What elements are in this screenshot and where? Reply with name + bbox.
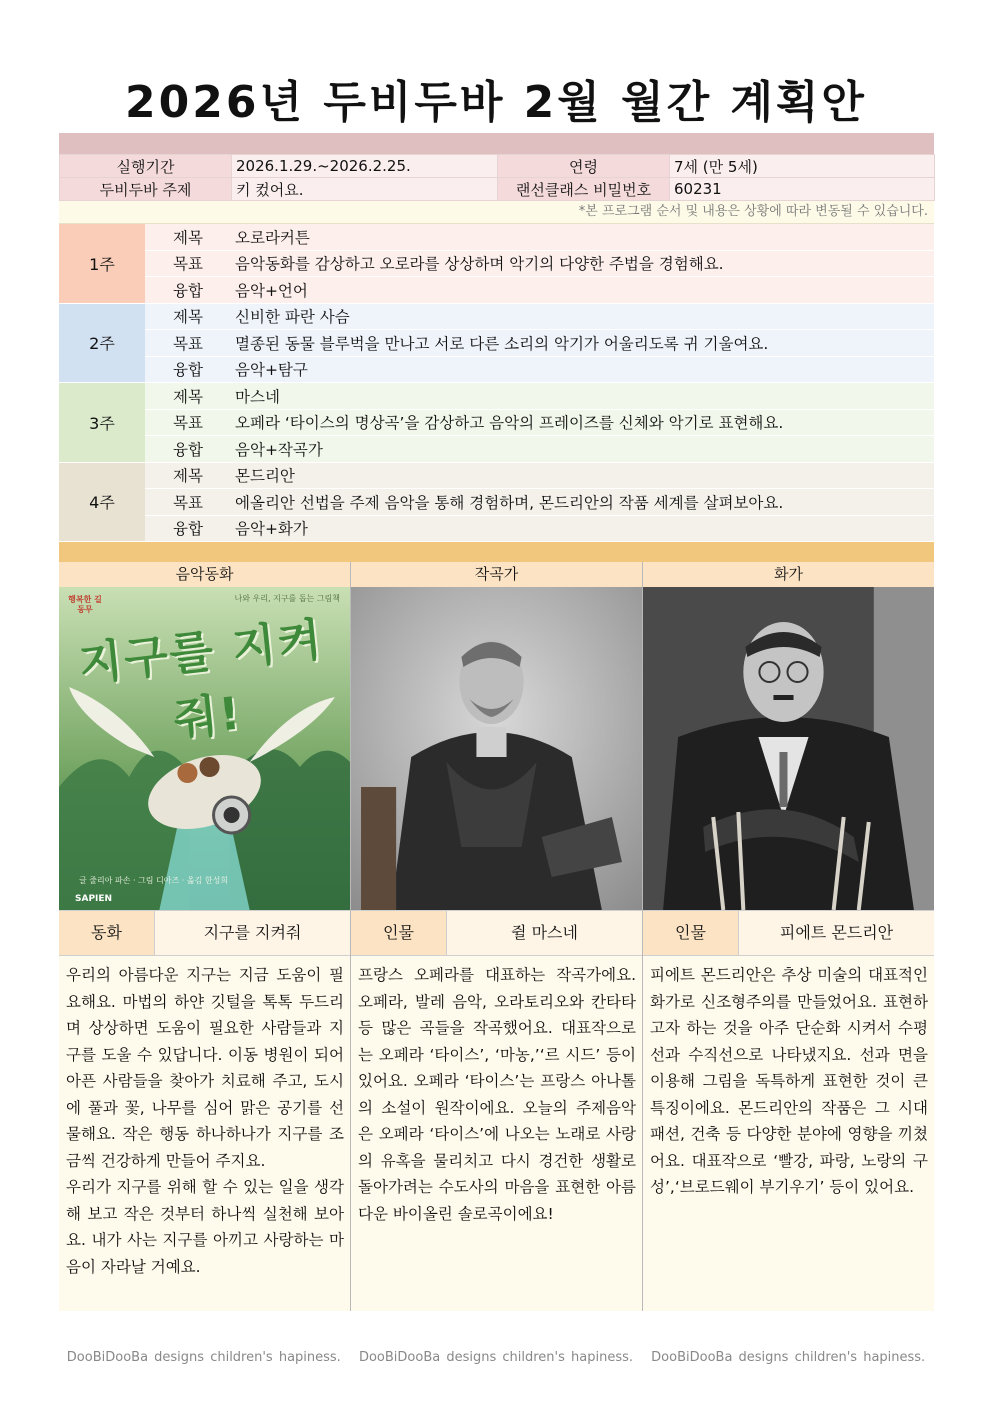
title-label: 제목 [145,303,231,330]
title-label: 제목 [145,462,231,489]
book-subtitle: 나와 우리, 지구를 돕는 그림책 [234,594,340,603]
header-bar [59,133,934,154]
week-1 [59,224,934,303]
week-goal: 오페라 ‘타이스의 명상곡’을 감상하고 음악의 프레이즈를 신체와 악기로 표현해요. [231,409,934,436]
week-title: 신비한 파란 사슴 [231,303,934,330]
fusion-label: 융합 [145,515,231,542]
goal-label: 목표 [145,489,231,516]
meta-label: 인물 [643,911,739,955]
composer-name: 쥘 마스네 [511,923,578,942]
week-goal: 에올리안 선법을 주제 음악을 통해 경험하며, 몬드리안의 작품 세계를 살펴보아요. [231,489,934,516]
week-label: 2주 [59,303,145,383]
story-column [59,562,350,1311]
book-name: 지구를 지켜줘 [203,923,302,942]
week-fusion: 음악+언어 [231,277,934,304]
description-paragraph: 우리가 지구를 위해 할 수 있는 일을 생각해 보고 작은 것부터 하나씩 실천해 보아요. 내가 사는 지구를 아끼고 사랑하는 마음이 자라날 거예요. [66,1178,344,1276]
week-fusion: 음악+작곡가 [231,436,934,463]
age-value: 7세 (만 5세) [670,155,935,178]
composer-meta [351,910,642,956]
column-header: 음악동화 [59,562,350,587]
footer-slogan: DooBiDooBa designs children's hapiness. [651,1350,926,1365]
password-label: 랜선클래스 비밀번호 [498,178,670,201]
description-paragraph: 피에트 몬드리안은 추상 미술의 대표적인 화가로 신조형주의를 만들었어요. 표현하고자 하는 것을 아주 단순화 시켜서 수평선과 수직선으로 나타냈지요. 선과 면을 이용해 그림을 독특하게 표현한 것이 큰 특징이에요. 몬드리안의 작품은 그 시대 패션, 건축 등 다양한 분야에 영향을 끼쳤어요. 대표작으로 ‘빨강, 파랑, 노랑의 구성’,‘브로드웨이 부기우기’ 등이 있어요. [650,966,928,1196]
fusion-label: 융합 [145,277,231,304]
period-label: 실행기간 [60,155,232,178]
weekly-plan-table [59,224,934,542]
composer-portrait [351,587,642,910]
title-label: 제목 [145,224,231,250]
meta-label: 인물 [351,911,447,955]
painter-portrait-image [643,587,934,910]
book-badge: 행복한 길동무 [68,595,102,614]
info-table [59,154,935,201]
period-value: 2026.1.29.~2026.2.25. [232,155,498,178]
title-label: 제목 [145,383,231,410]
week-label: 3주 [59,383,145,463]
fusion-label: 융합 [145,356,231,383]
week-title: 몬드리안 [231,462,934,489]
notice-text: *본 프로그램 순서 및 내용은 상황에 따라 변동될 수 있습니다. [59,201,934,224]
painter-name: 피에트 몬드리안 [779,923,894,942]
page-title: 2026년 두비두바 2월 월간 계획안 [125,77,867,128]
theme-value: 키 컸어요. [232,178,498,201]
section-divider [59,542,934,562]
meta-label: 동화 [59,911,155,955]
feature-columns [59,562,934,1311]
theme-label: 두비두바 주제 [60,178,232,201]
week-fusion: 음악+탐구 [231,356,934,383]
composer-description [351,956,642,1311]
column-header: 화가 [643,562,934,587]
week-goal: 음악동화를 감상하고 오로라를 상상하며 악기의 다양한 주법을 경험해요. [231,250,934,277]
password-value: 60231 [670,178,935,201]
age-label: 연령 [498,155,670,178]
goal-label: 목표 [145,330,231,357]
plan-frame [59,133,934,1311]
footer-slogan: DooBiDooBa designs children's hapiness. [66,1350,341,1365]
description-paragraph: 프랑스 오페라를 대표하는 작곡가에요. 오페라, 발레 음악, 오라토리오와 칸타타 등 많은 곡들을 작곡했어요. 대표작으로는 오페라 ‘타이스’, ‘마농,’‘르 시드’ 등이 있어요. 오페라 ‘타이스’는 프랑스 아나톨의 소설이 원작이에요. 오늘의 주제음악은 오페라 ‘타이스’에 나오는 노래로 사랑의 유혹을 물리치고 다시 경건한 생활로 돌아가려는 수도사의 마음을 표현한 아름다운 바이올린 솔로곡이에요! [358,966,636,1223]
composer-column [350,562,642,1311]
painter-meta [643,910,934,956]
week-label: 4주 [59,462,145,542]
footer-slogan: DooBiDooBa designs children's hapiness. [358,1350,634,1365]
week-4 [59,462,934,542]
painter-portrait [643,587,934,910]
book-title: 지구를 지켜줘! [76,612,326,747]
fusion-label: 융합 [145,436,231,463]
book-cover-image [59,587,350,910]
week-goal: 멸종된 동물 블루벅을 만나고 서로 다른 소리의 악기가 어울리도록 귀 기울여요. [231,330,934,357]
description-paragraph: 우리의 아름다운 지구는 지금 도움이 필요해요. 마법의 하얀 깃털을 톡톡 두드리며 상상하면 도움이 필요한 사람들과 지구를 도울 수 있답니다. 이동 병원이 되어 아픈 사람들을 찾아가 치료해 주고, 도시에 풀과 꽃, 나무를 심어 맑은 공기를 선물해요. 작은 행동 하나하나가 지구를 조금씩 건강하게 만들어 주지요. [66,966,344,1170]
composer-portrait-image [351,587,642,910]
week-title: 마스네 [231,383,934,410]
painter-column [642,562,934,1311]
publisher-logo: SAPIEN [75,894,113,904]
week-2 [59,303,934,383]
book-meta [59,910,350,956]
column-header: 작곡가 [351,562,642,587]
story-description [59,956,350,1311]
week-fusion: 음악+화가 [231,515,934,542]
week-title: 오로라커튼 [231,224,934,250]
goal-label: 목표 [145,409,231,436]
book-credits: 글 줄리아 파손 · 그림 디아즈 · 옮김 한성희 [79,876,229,885]
footer [0,1350,992,1365]
week-3 [59,383,934,463]
goal-label: 목표 [145,250,231,277]
painter-description [643,956,934,1311]
week-label: 1주 [59,224,145,303]
